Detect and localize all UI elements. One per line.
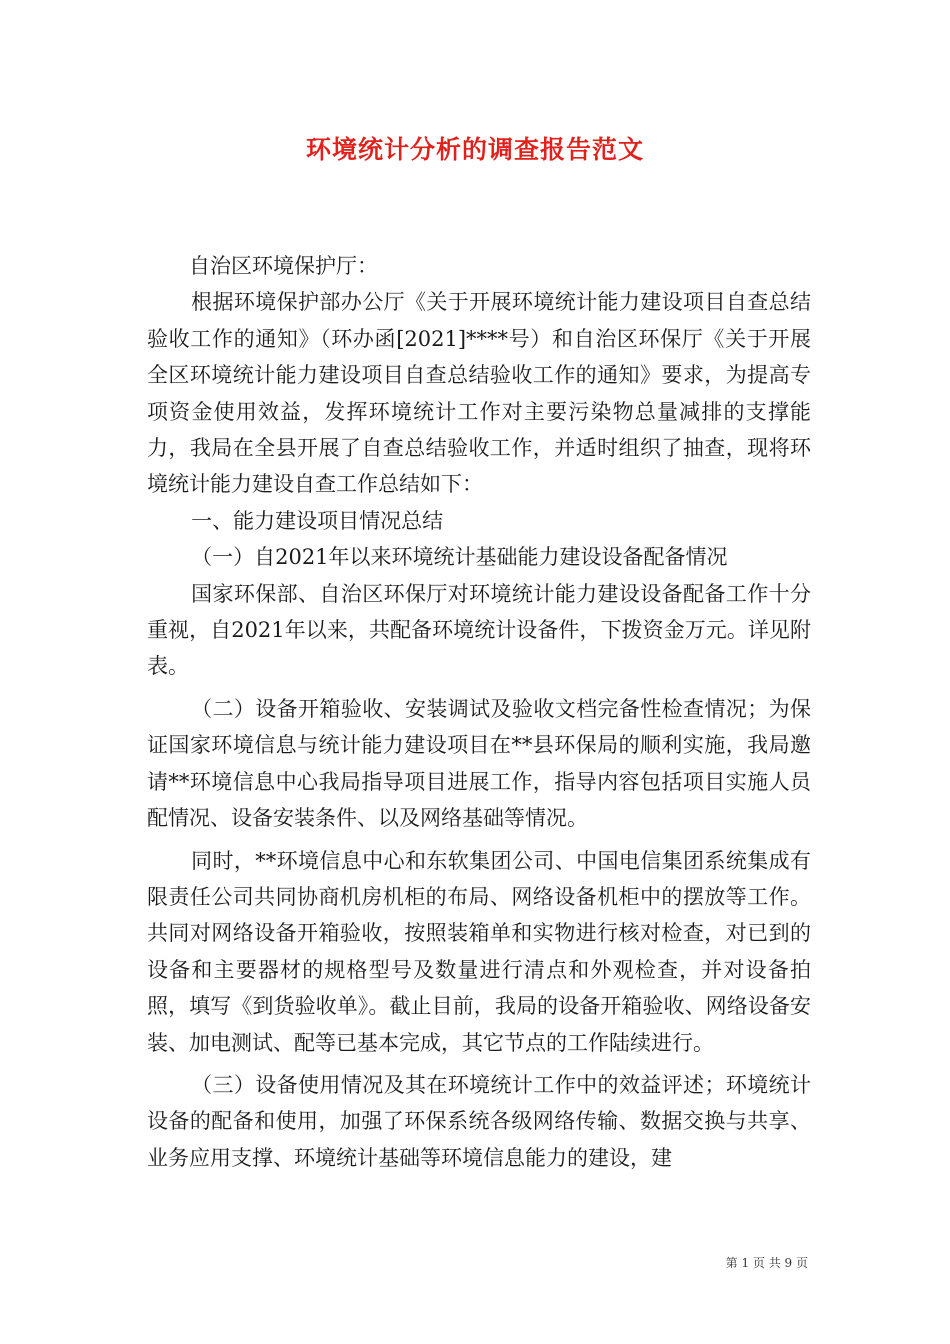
page-number: 第 1 页 共 9 页 [725, 1256, 808, 1270]
paragraph-acceptance: （二）设备开箱验收、安装调试及验收文档完备性检查情况；为保证国家环境信息与统计能力建设项目在**县环保局的顺利实施，我局邀请**环境信息中心我局指导项目进展工作，指导内容包括项目实施人员配情况、设备安装条件、以及网络基础等情况。 [147, 696, 811, 831]
paragraph-cooperation: 同时，**环境信息中心和东软集团公司、中国电信集团系统集成有限责任公司共同协商机房机柜的布局、网络设备机柜中的摆放等工作。共同对网络设备开箱验收，按照装箱单和实物进行核对检查，对已到的设备和主要器材的规格型号及数量进行清点和外观检查，并对设备拍照，填写《到货验收单》。截止目前，我局的设备开箱验收、网络设备安装、加电测试、配等已基本完成，其它节点的工作陆续进行。 [147, 848, 811, 1055]
document-body [147, 248, 811, 1176]
paragraph-equipment: 国家环保部、自治区环保厅对环境统计能力建设设备配备工作十分重视，自2021年以来，共配备环境统计设备件，下拨资金万元。详见附表。 [147, 581, 811, 679]
heading-subsection-1: （一）自2021年以来环境统计基础能力建设设备配备情况 [191, 545, 728, 570]
heading-section-1: 一、能力建设项目情况总结 [191, 508, 444, 533]
document-title: 环境统计分析的调查报告范文 [305, 135, 644, 164]
salutation: 自治区环境保护厅： [189, 254, 378, 278]
paragraph-usage: （三）设备使用情况及其在环境统计工作中的效益评述；环境统计设备的配备和使用，加强了环保系统各级网络传输、数据交换与共享、业务应用支撑、环境统计基础等环境信息能力的建设，建 [147, 1072, 811, 1170]
paragraph-intro: 根据环境保护部办公厅《关于开展环境统计能力建设项目自查总结验收工作的通知》（环办函[2021]****号）和自治区环保厅《关于开展全区环境统计能力建设项目自查总结验收工作的通知》要求，为提高专项资金使用效益，发挥环境统计工作对主要污染物总量减排的支撑能力，我局在全县开展了自查总结验收工作，并适时组织了抽查，现将环境统计能力建设自查工作总结如下： [147, 290, 811, 497]
